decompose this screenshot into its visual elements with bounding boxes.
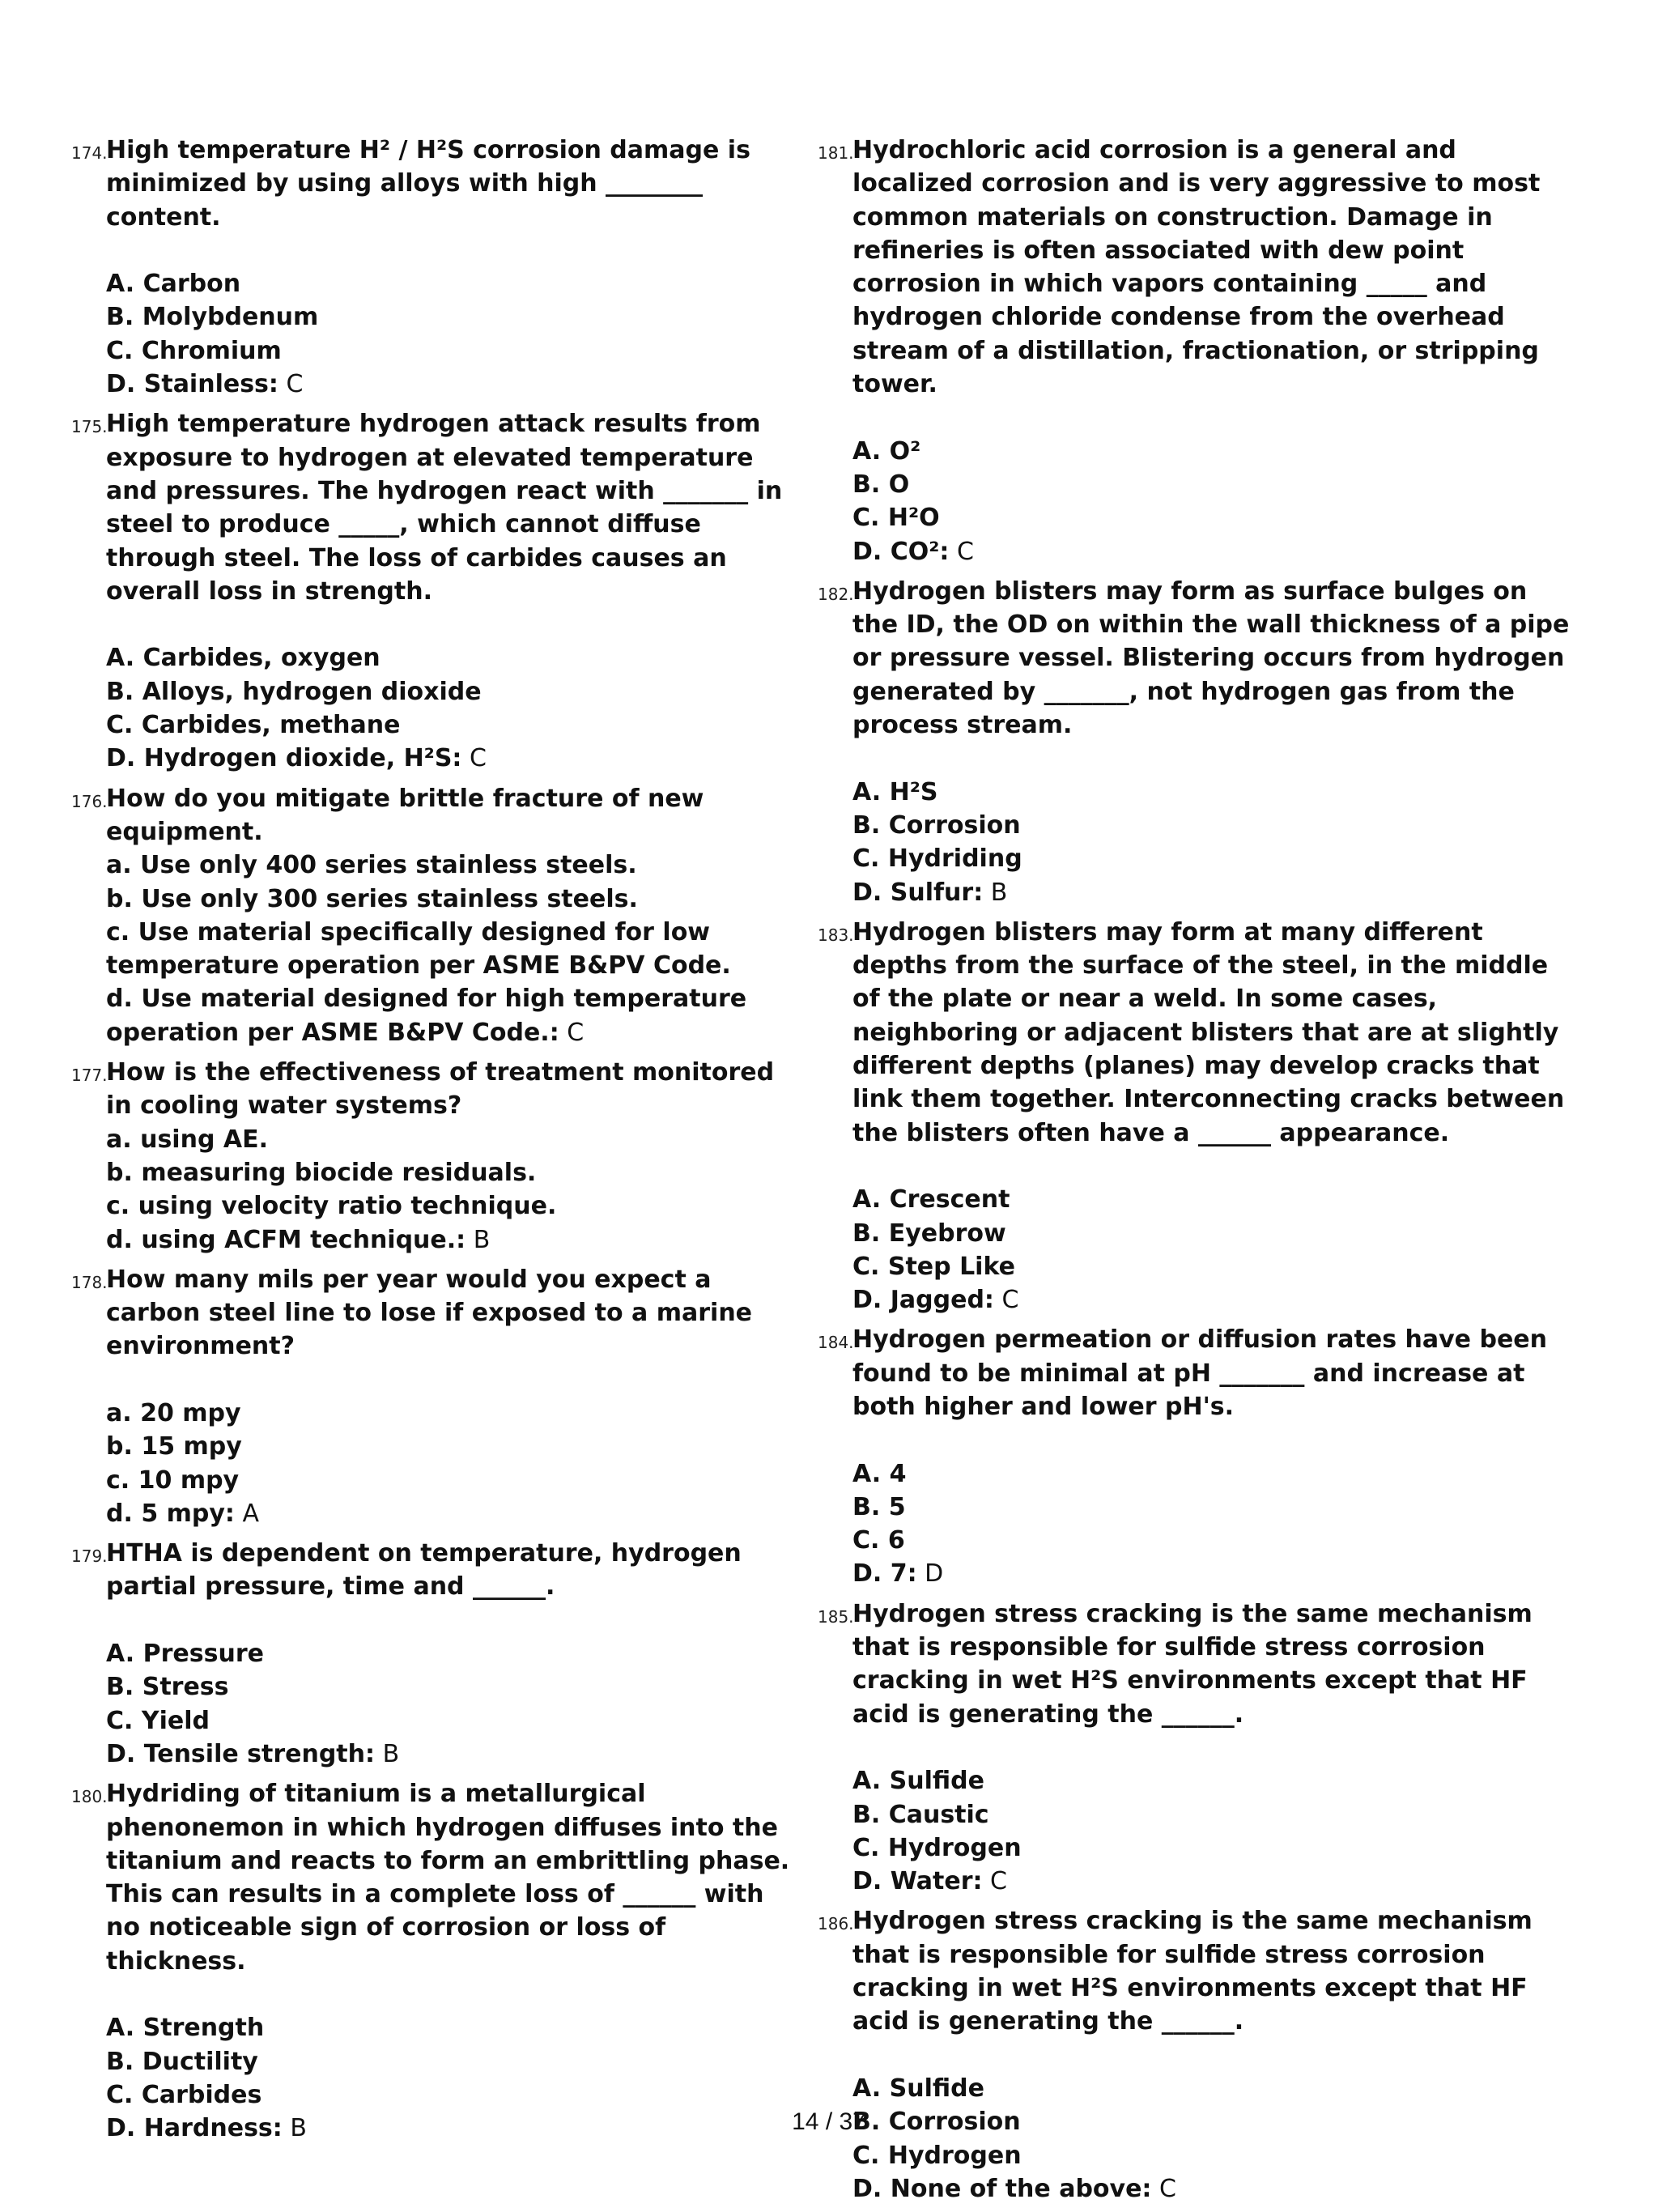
option-text: B. Molybdenum bbox=[106, 303, 319, 332]
question-stem: How is the effectiveness of treatment monitored in cooling water systems? bbox=[106, 1058, 775, 1121]
answer-option bbox=[106, 2078, 800, 2112]
answer-option bbox=[852, 1217, 1571, 1250]
option-text: B. Alloys, hydrogen dioxide bbox=[106, 677, 482, 706]
question-spacer bbox=[106, 1363, 800, 1397]
question-stem: HTHA is dependent on temperature, hydrogen partial pressure, time and ______. bbox=[106, 1539, 742, 1602]
question-item bbox=[818, 916, 1571, 1317]
question-spacer bbox=[106, 1978, 800, 2011]
question-number: 183. bbox=[818, 925, 854, 945]
question-spacer bbox=[852, 742, 1571, 775]
question-number: 180. bbox=[71, 1787, 108, 1807]
question-number: 182. bbox=[818, 584, 854, 604]
option-text: D. Stainless: bbox=[106, 370, 278, 399]
option-text: C. Carbides, methane bbox=[106, 711, 401, 740]
option-text: D. Hydrogen dioxide, H²S: bbox=[106, 744, 462, 773]
question-stem: Hydrogen blisters may form as surface bulges on the ID, the OD on within the wall thickness of a pipe or pressure vessel. Blistering occurs from hydrogen generated by _______, not hydrogen gas from the process stream. bbox=[852, 576, 1570, 740]
answer-option bbox=[106, 1464, 800, 1497]
option-text: D. 7: bbox=[852, 1559, 917, 1589]
answer-option bbox=[852, 1524, 1571, 1557]
option-text: A. Carbides, oxygen bbox=[106, 644, 380, 673]
question-item bbox=[71, 1777, 800, 2145]
answer-option bbox=[852, 1250, 1571, 1283]
question-number: 175. bbox=[71, 417, 108, 437]
question-spacer bbox=[852, 401, 1571, 434]
question-item bbox=[71, 134, 800, 401]
question-stem: High temperature hydrogen attack results from exposure to hydrogen at elevated temperature and pressures. The hydrogen react with _______ in steel to produce _____, which cannot diffuse through steel. The loss of carbides causes an overall loss in strength. bbox=[106, 410, 783, 606]
answer-option bbox=[852, 1283, 1571, 1317]
option-text: A. O² bbox=[852, 436, 921, 466]
option-text: B. Ductility bbox=[106, 2047, 258, 2076]
answer-option bbox=[852, 1557, 1571, 1590]
answer-key: C bbox=[469, 744, 487, 773]
question-stem: Hydrogen blisters may form at many different depths from the surface of the steel, in the middle of the plate or near a weld. In some cases, neighboring or adjacent blisters that are at slightly different depths (planes) may develop cracks that link them together. Interconnecting cracks between the blisters often have a ______ appearance. bbox=[852, 917, 1565, 1147]
answer-option bbox=[852, 468, 1571, 501]
option-text: B. Corrosion bbox=[852, 2108, 1021, 2137]
option-text: D. Hardness: bbox=[106, 2114, 283, 2143]
answer-option bbox=[106, 883, 800, 916]
option-text: b. measuring biocide residuals. bbox=[106, 1158, 537, 1187]
option-text: b. Use only 300 series stainless steels. bbox=[106, 884, 638, 913]
answer-option bbox=[106, 982, 800, 1049]
option-text: D. Water: bbox=[852, 1867, 983, 1896]
answer-key: C bbox=[990, 1867, 1007, 1896]
question-item bbox=[71, 1537, 800, 1771]
answer-option bbox=[852, 1798, 1571, 1831]
answer-option bbox=[852, 1865, 1571, 1898]
option-text: A. Sulfide bbox=[852, 1767, 984, 1796]
question-number: 174. bbox=[71, 143, 108, 163]
left-question-column bbox=[71, 134, 800, 2152]
answer-option bbox=[106, 1189, 800, 1223]
option-text: a. Use only 400 series stainless steels. bbox=[106, 851, 637, 880]
question-stem: How many mils per year would you expect a carbon steel line to lose if exposed to a marine environment? bbox=[106, 1265, 753, 1361]
question-number: 184. bbox=[818, 1333, 854, 1353]
answer-option bbox=[106, 1670, 800, 1704]
answer-option bbox=[106, 1637, 800, 1670]
question-stem: High temperature H² / H²S corrosion damage is minimized by using alloys with high ________ content. bbox=[106, 136, 750, 232]
answer-option bbox=[852, 776, 1571, 809]
answer-option bbox=[106, 267, 800, 300]
answer-option bbox=[106, 1397, 800, 1430]
option-text: c. using velocity ratio technique. bbox=[106, 1192, 557, 1221]
page-number: 14 / 37 bbox=[792, 2108, 866, 2135]
answer-option bbox=[852, 2072, 1571, 2105]
answer-option bbox=[106, 368, 800, 401]
option-text: C. Hydriding bbox=[852, 844, 1022, 874]
answer-option bbox=[852, 1831, 1571, 1865]
question-item bbox=[818, 575, 1571, 909]
answer-key: D bbox=[925, 1559, 944, 1589]
answer-option bbox=[106, 2011, 800, 2044]
answer-key: C bbox=[1158, 2174, 1176, 2203]
option-text: A. Sulfide bbox=[852, 2074, 984, 2103]
question-item bbox=[818, 1597, 1571, 1899]
option-text: C. 6 bbox=[852, 1526, 905, 1555]
question-spacer bbox=[852, 1150, 1571, 1183]
option-text: c. Use material specifically designed for low temperature operation per ASME B&PV Code. bbox=[106, 917, 731, 981]
answer-key: B bbox=[990, 878, 1008, 907]
answer-key: C bbox=[286, 370, 304, 399]
option-text: B. 5 bbox=[852, 1492, 906, 1521]
option-text: B. Eyebrow bbox=[852, 1219, 1006, 1248]
question-number: 179. bbox=[71, 1546, 108, 1567]
option-text: d. Use material designed for high temperature operation per ASME B&PV Code.: bbox=[106, 985, 747, 1047]
question-item bbox=[71, 782, 800, 1049]
option-text: d. 5 mpy: bbox=[106, 1499, 235, 1528]
answer-option bbox=[852, 1183, 1571, 1216]
option-text: d. using ACFM technique.: bbox=[106, 1225, 466, 1254]
answer-key: C bbox=[956, 537, 974, 566]
question-spacer bbox=[852, 2039, 1571, 2072]
question-spacer bbox=[852, 1423, 1571, 1457]
answer-key: C bbox=[567, 1018, 585, 1047]
option-text: A. Carbon bbox=[106, 270, 241, 299]
option-text: A. 4 bbox=[852, 1459, 907, 1488]
question-stem: Hydrogen stress cracking is the same mechanism that is responsible for sulfide stress corrosion cracking in wet H²S environments except that HF acid is generating the ______. bbox=[852, 1599, 1533, 1729]
answer-option bbox=[852, 876, 1571, 909]
question-item bbox=[818, 1904, 1571, 2206]
question-spacer bbox=[106, 608, 800, 641]
option-text: b. 15 mpy bbox=[106, 1432, 242, 1461]
question-number: 178. bbox=[71, 1272, 108, 1292]
answer-option bbox=[852, 535, 1571, 568]
option-text: A. Crescent bbox=[852, 1185, 1010, 1214]
option-text: A. Strength bbox=[106, 2014, 265, 2043]
question-item bbox=[71, 407, 800, 775]
option-text: B. Corrosion bbox=[852, 810, 1021, 840]
option-text: D. Tensile strength: bbox=[106, 1739, 376, 1768]
option-text: B. Caustic bbox=[852, 1800, 989, 1829]
question-spacer bbox=[106, 1604, 800, 1637]
question-spacer bbox=[106, 234, 800, 267]
answer-option bbox=[106, 334, 800, 368]
answer-option bbox=[852, 435, 1571, 468]
answer-option bbox=[106, 2045, 800, 2078]
answer-option bbox=[106, 916, 800, 983]
answer-option bbox=[852, 842, 1571, 875]
option-text: a. 20 mpy bbox=[106, 1398, 241, 1427]
answer-option bbox=[852, 1457, 1571, 1491]
question-number: 181. bbox=[818, 143, 854, 163]
option-text: C. Chromium bbox=[106, 336, 282, 365]
question-item bbox=[71, 1263, 800, 1530]
answer-option bbox=[106, 742, 800, 775]
answer-option bbox=[852, 1764, 1571, 1797]
option-text: C. Hydrogen bbox=[852, 2141, 1022, 2170]
question-stem: Hydriding of titanium is a metallurgical phenonemon in which hydrogen diffuses into the titanium and reacts to form an embrittling phase. This can results in a complete loss of ______ with no noticeable sign of corrosion or loss of thickness. bbox=[106, 1780, 790, 1976]
question-stem: Hydrogen stress cracking is the same mechanism that is responsible for sulfide stress corrosion cracking in wet H²S environments except that HF acid is generating the ______. bbox=[852, 1907, 1533, 2036]
question-stem: Hydrogen permeation or diffusion rates have been found to be minimal at pH _______ and increase at both higher and lower pH's. bbox=[852, 1325, 1547, 1421]
question-number: 176. bbox=[71, 791, 108, 811]
question-item bbox=[818, 1323, 1571, 1590]
right-question-column bbox=[818, 134, 1571, 2212]
option-text: C. H²O bbox=[852, 504, 940, 533]
option-text: D. CO²: bbox=[852, 537, 950, 566]
option-text: D. None of the above: bbox=[852, 2174, 1152, 2203]
question-number: 185. bbox=[818, 1606, 854, 1627]
question-stem: How do you mitigate brittle fracture of new equipment. bbox=[106, 784, 704, 846]
answer-option bbox=[852, 809, 1571, 842]
answer-option bbox=[106, 1223, 800, 1257]
question-number: 177. bbox=[71, 1066, 108, 1086]
option-text: B. O bbox=[852, 470, 910, 499]
question-spacer bbox=[852, 1731, 1571, 1764]
option-text: C. Hydrogen bbox=[852, 1833, 1022, 1862]
option-text: a. using AE. bbox=[106, 1125, 268, 1154]
answer-option bbox=[852, 2172, 1571, 2206]
answer-key: B bbox=[473, 1225, 491, 1254]
answer-key: B bbox=[382, 1739, 400, 1768]
answer-option bbox=[106, 849, 800, 882]
answer-option bbox=[106, 1738, 800, 1771]
option-text: C. Yield bbox=[106, 1706, 210, 1735]
answer-option bbox=[106, 675, 800, 708]
answer-key: B bbox=[290, 2114, 307, 2143]
answer-option bbox=[106, 641, 800, 674]
question-number: 186. bbox=[818, 1914, 854, 1934]
question-item bbox=[818, 134, 1571, 568]
option-text: C. Carbides bbox=[106, 2080, 262, 2109]
option-text: c. 10 mpy bbox=[106, 1465, 240, 1495]
answer-option bbox=[106, 1156, 800, 1189]
answer-option bbox=[852, 2139, 1571, 2172]
answer-option bbox=[106, 1123, 800, 1156]
answer-option bbox=[106, 300, 800, 334]
answer-key: C bbox=[1001, 1286, 1019, 1315]
answer-option bbox=[106, 708, 800, 742]
answer-option bbox=[106, 1497, 800, 1530]
answer-option bbox=[106, 1430, 800, 1463]
option-text: C. Step Like bbox=[852, 1252, 1015, 1281]
option-text: D. Sulfur: bbox=[852, 878, 984, 907]
answer-option bbox=[106, 1704, 800, 1738]
option-text: B. Stress bbox=[106, 1673, 229, 1702]
option-text: A. H²S bbox=[852, 777, 938, 806]
answer-option bbox=[852, 1491, 1571, 1524]
option-text: A. Pressure bbox=[106, 1640, 264, 1669]
answer-key: A bbox=[242, 1499, 259, 1528]
answer-option bbox=[852, 501, 1571, 534]
option-text: D. Jagged: bbox=[852, 1286, 994, 1315]
question-stem: Hydrochloric acid corrosion is a general and localized corrosion and is very aggressive to most common materials on construction. Damage in refineries is often associated with dew point corrosion in which vapors containing _____ and hydrogen chloride condense from the overhead stream of a distillation, fractionation, or stripping tower. bbox=[852, 136, 1541, 399]
question-item bbox=[71, 1056, 800, 1257]
